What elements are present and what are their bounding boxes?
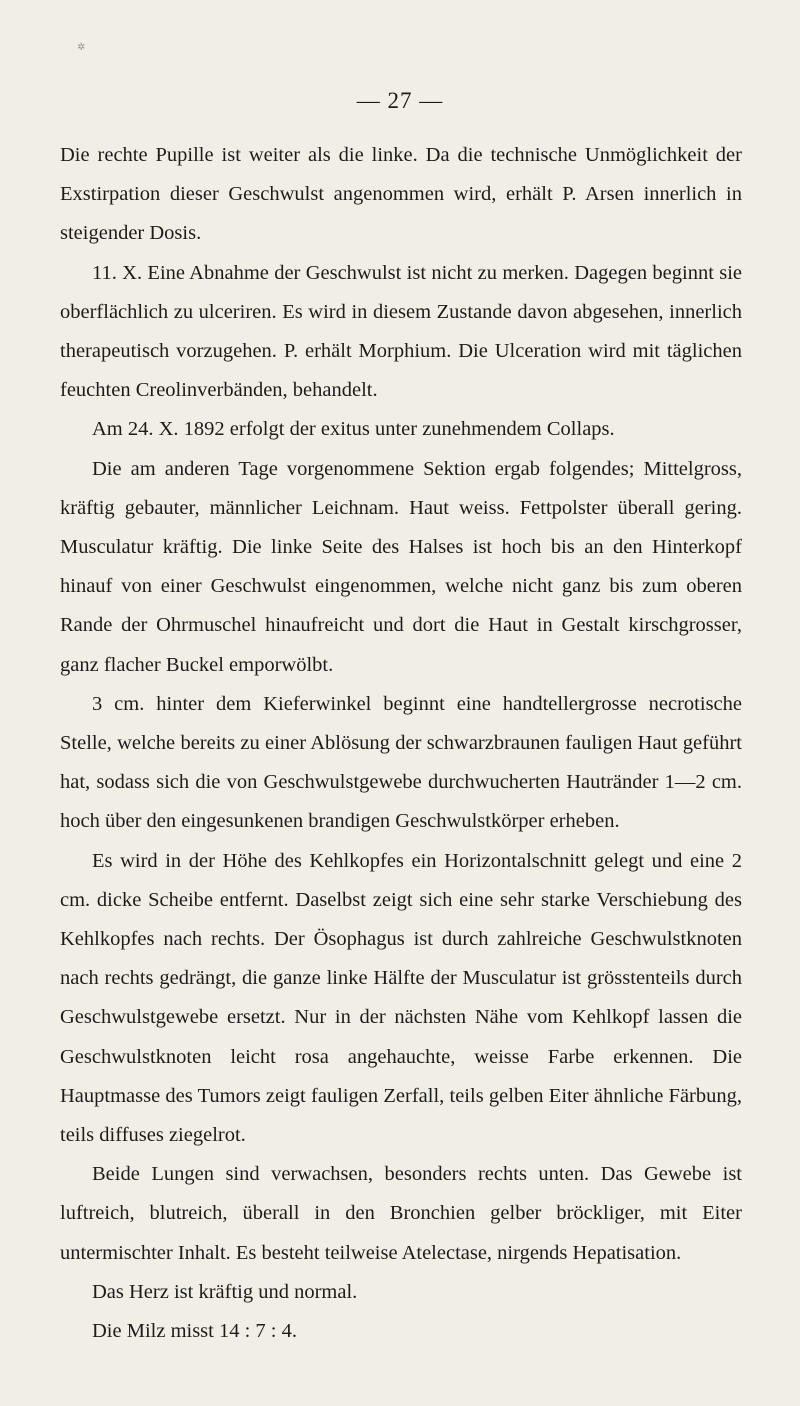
- paragraph-kehlkopf: Es wird in der Höhe des Kehlkopfes ein Horizontalschnitt gelegt und eine 2 cm. dicke Scheibe entfernt. Daselbst zeigt sich eine sehr starke Verschiebung des Kehlkopfes nach rechts. Der Ösophagus ist durch zahlreiche Geschwulstknoten nach rechts gedrängt, die ganze linke Hälfte der Musculatur ist grösstenteils durch Geschwulstgewebe ersetzt. Nur in der nächsten Nähe vom Kehlkopf lassen die Geschwulstknoten leicht rosa angehauchte, weisse Farbe erkennen. Die Hauptmasse des Tumors zeigt fauligen Zerfall, teils gelben Eiter ähnliche Färbung, teils diffuses ziegelrot.: [60, 849, 742, 1147]
- paragraph-necrose: 3 cm. hinter dem Kieferwinkel beginnt eine handtellergrosse necrotische Stelle, welche bereits zu einer Ablösung der schwarzbraunen fauligen Haut geführt hat, sodass sich die von Geschwulstgewebe durchwucherten Hautränder 1—2 cm. hoch über den eingesunkenen brandigen Geschwulstkörper erheben.: [60, 692, 742, 833]
- paragraph-milz: Die Milz misst 14 : 7 : 4.: [92, 1320, 297, 1343]
- body-text: [60, 136, 742, 1351]
- page-number: — 27 —: [356, 88, 444, 113]
- paragraph-exitus: Am 24. X. 1892 erfolgt der exitus unter zunehmendem Collaps.: [92, 418, 615, 441]
- paragraph-herz: Das Herz ist kräftig und normal.: [92, 1280, 358, 1303]
- paragraph-pupille: Die rechte Pupille ist weiter als die linke. Da die technische Unmöglichkeit der Exstirpation dieser Geschwulst angenommen wird, erhält P. Arsen innerlich in steigender Dosis.: [60, 144, 742, 245]
- paragraph-ulceration: 11. X. Eine Abnahme der Geschwulst ist nicht zu merken. Dagegen beginnt sie oberflächlich zu ulceriren. Es wird in diesem Zustande davon abgesehen, innerlich therapeutisch vorzugehen. P. erhält Morphium. Die Ulceration wird mit täglichen feuchten Creolinverbänden, behandelt.: [60, 261, 742, 402]
- paragraph-lungen: Beide Lungen sind verwachsen, besonders rechts unten. Das Gewebe ist luftreich, blutreich, überall in den Bronchien gelber bröckliger, mit Eiter untermischter Inhalt. Es besteht teilweise Atelectase, nirgends Hepatisation.: [60, 1163, 742, 1264]
- print-mark: ✲: [77, 42, 86, 53]
- paragraph-sektion: Die am anderen Tage vorgenommene Sektion ergab folgendes; Mittelgross, kräftig gebauter, männlicher Leichnam. Haut weiss. Fettpolster überall gering. Musculatur kräftig. Die linke Seite des Halses ist hoch bis an den Hinterkopf hinauf von einer Geschwulst eingenommen, welche nicht ganz bis zum oberen Rande der Ohrmuschel hinaufreicht und dort die Haut in Gestalt kirschgrosser, ganz flacher Buckel emporwölbt.: [60, 457, 742, 676]
